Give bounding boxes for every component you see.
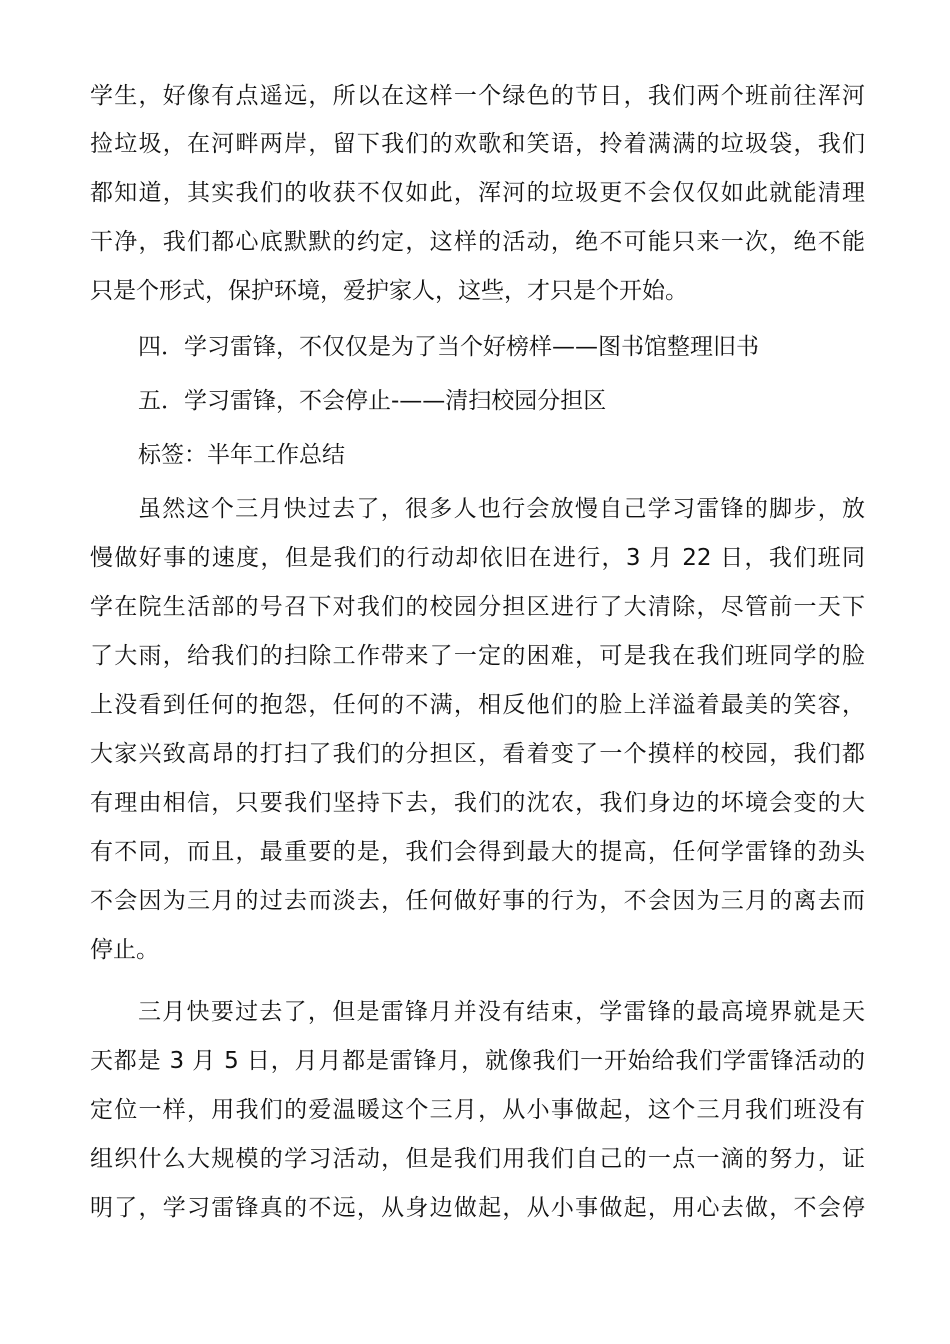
paragraph-line: 明了，学习雷锋真的不远，从身边做起，从小事做起，用心去做，不会停 <box>90 1195 865 1221</box>
paragraph-line: 不会因为三月的过去而淡去，任何做好事的行为，不会因为三月的离去而 <box>90 888 865 914</box>
tag-label: 标签：半年工作总结 <box>138 442 345 468</box>
paragraph-line: 了大雨，给我们的扫除工作带来了一定的困难，可是我在我们班同学的脸 <box>90 643 865 669</box>
paragraph-line: 只是个形式，保护环境，爱护家人，这些，才只是个开始。 <box>90 278 688 304</box>
paragraph-line: 定位一样，用我们的爱温暖这个三月，从小事做起，这个三月我们班没有 <box>90 1097 865 1123</box>
paragraph-line: 三月快要过去了，但是雷锋月并没有结束，学雷锋的最高境界就是天 <box>138 999 865 1025</box>
paragraph-line: 干净，我们都心底默默的约定，这样的活动，绝不可能只来一次，绝不能 <box>90 229 865 255</box>
paragraph-line: 大家兴致高昂的打扫了我们的分担区，看着变了一个摸样的校园，我们都 <box>90 741 865 767</box>
section-heading: 四．学习雷锋，不仅仅是为了当个好榜样——图书馆整理旧书 <box>138 334 759 360</box>
paragraph-line: 学在院生活部的号召下对我们的校园分担区进行了大清除，尽管前一天下 <box>90 594 865 620</box>
paragraph-line: 虽然这个三月快过去了，很多人也行会放慢自己学习雷锋的脚步，放 <box>138 496 865 522</box>
paragraph-line: 有不同，而且，最重要的是，我们会得到最大的提高，任何学雷锋的劲头 <box>90 839 865 865</box>
paragraph-line: 学生，好像有点遥远，所以在这样一个绿色的节日，我们两个班前往浑河 <box>90 83 865 109</box>
paragraph-line: 慢做好事的速度，但是我们的行动却依旧在进行，3 月 22 日，我们班同 <box>90 545 865 571</box>
paragraph-line: 天都是 3 月 5 日，月月都是雷锋月，就像我们一开始给我们学雷锋活动的 <box>90 1048 865 1074</box>
section-heading: 五．学习雷锋，不会停止-——清扫校园分担区 <box>138 388 607 414</box>
paragraph-line: 上没看到任何的抱怨，任何的不满，相反他们的脸上洋溢着最美的笑容， <box>90 692 865 718</box>
paragraph-line: 捡垃圾，在河畔两岸，留下我们的欢歌和笑语，拎着满满的垃圾袋，我们 <box>90 131 865 157</box>
paragraph-line: 有理由相信，只要我们坚持下去，我们的沈农，我们身边的坏境会变的大 <box>90 790 865 816</box>
paragraph-line: 组织什么大规模的学习活动，但是我们用我们自己的一点一滴的努力，证 <box>90 1146 865 1172</box>
paragraph-line: 都知道，其实我们的收获不仅如此，浑河的垃圾更不会仅仅如此就能清理 <box>90 180 865 206</box>
paragraph-line: 停止。 <box>90 937 159 963</box>
